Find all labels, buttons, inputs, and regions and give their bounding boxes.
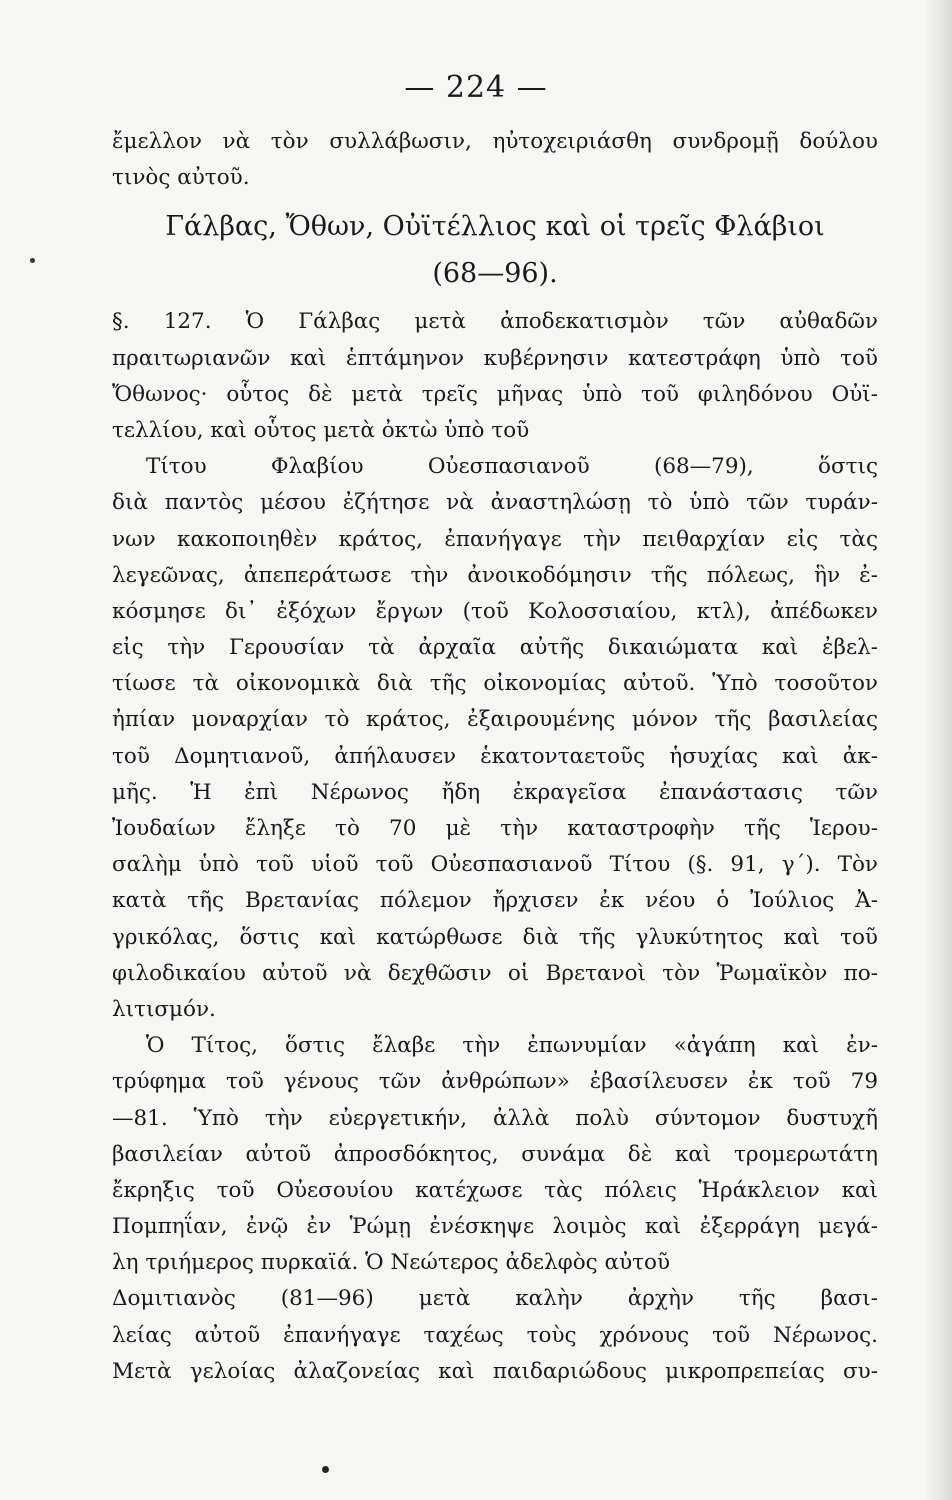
section-heading: Γάλβας, Ὄθων, Οὐϊτέλλιος καὶ οἱ τρεῖς Φλάβιοι [165,211,825,243]
text-line: τοῦ Δομητιανοῦ, ἀπήλαυσεν ἑκατονταετοῦς ἡσυχίας καὶ ἀκ- [112,743,878,769]
text-line: εἰς τὴν Γερουσίαν τὰ ἀρχαῖα αὐτῆς δικαιώματα καὶ ἐβελ- [112,635,878,661]
text-line: μῆς. Ἡ ἐπὶ Νέρωνος ἤδη ἐκραγεῖσα ἐπανάστασις τῶν [112,779,878,805]
text-line: ἔμελλον νὰ τὸν συλλάβωσιν, ηὐτοχειριάσθη συνδρομῇ δούλου [112,129,878,154]
text-line-domitian: Δομιτιανὸς (81—96) μετὰ καλὴν ἀρχὴν τῆς βασι- [112,1286,878,1312]
text-line: ἠπίαν μοναρχίαν τὸ κράτος, ἐξαιρουμένης μόνον τῆς βασιλείας [112,707,878,733]
text-line: διὰ παντὸς μέσου ἐζήτησε νὰ ἀναστηλώσῃ τὸ ὑπὸ τῶν τυράν- [112,490,878,516]
page-text [112,124,878,1390]
text-line: βασιλείαν αὐτοῦ ἀπροσδόκητος, συνάμα δὲ καὶ τρομερωτάτη [112,1141,878,1167]
text-line: Μετὰ γελοίας ἀλαζονείας καὶ παιδαριώδους μικροπρεπείας συ- [112,1358,878,1384]
text-line: σαλὴμ ὑπὸ τοῦ υἱοῦ τοῦ Οὐεσπασιανοῦ Τίτου (§. 91, γ΄). Τὸν [112,852,878,878]
paragraph-section-127: §. 127. Ὁ Γάλβας μετὰ ἀποδεκατισμὸν τῶν αὐθαδῶν [112,309,878,335]
text-line: τίωσε τὰ οἰκονομικὰ διὰ τῆς οἰκονομίας αὐτοῦ. Ὑπὸ τοσοῦτον [112,671,878,697]
section-heading-dates: (68—96). [432,258,558,290]
page-edge-shadow [924,0,952,1500]
text-line: φιλοδικαίου αὐτοῦ νὰ δεχθῶσιν οἱ Βρετανοὶ τὸν Ῥωμαϊκὸν πο- [112,960,878,986]
text-line: κατὰ τῆς Βρετανίας πόλεμον ἤρχισεν ἐκ νέου ὁ Ἰούλιος Ἀ- [112,888,878,914]
text-line: νων κακοποιηθὲν κράτος, ἐπανήγαγε τὴν πειθαρχίαν εἰς τὰς [112,526,878,552]
page-number: — 224 — [404,70,548,105]
text-line: τρύφημα τοῦ γένους τῶν ἀνθρώπων» ἐβασίλευσεν ἐκ τοῦ 79 [112,1069,878,1095]
text-line-vespasian: Τίτου Φλαβίου Οὐεσπασιανοῦ (68—79), ὅστις [146,454,878,480]
text-line: τελλίου, καὶ οὗτος μετὰ ὀκτὼ ὑπὸ τοῦ [112,417,530,443]
text-line-titus: Ὁ Τίτος, ὅστις ἔλαβε τὴν ἐπωνυμίαν «ἀγάπη καὶ ἐν- [146,1033,878,1059]
text-line: γρικόλας, ὅστις καὶ κατώρθωσε διὰ τῆς γλυκύτητος καὶ τοῦ [112,924,878,950]
text-line: κόσμησε δι᾽ ἐξόχων ἔργων (τοῦ Κολοσσιαίου, κτλ), ἀπέδωκεν [112,598,878,624]
text-line: —81. Ὑπὸ τὴν εὐεργετικήν, ἀλλὰ πολὺ σύντομον δυστυχῆ [112,1105,878,1131]
text-line: λεγεῶνας, ἀπεπεράτωσε τὴν ἀνοικοδόμησιν τῆς πόλεως, ἣν ἐ- [112,562,878,588]
text-line: Πομπηΐαν, ἐνῷ ἐν Ῥώμῃ ἐνέσκηψε λοιμὸς καὶ ἐξερράγη μεγά- [112,1214,878,1240]
text-line: λιτισμόν. [112,996,216,1022]
text-line: λείας αὐτοῦ ἐπανήγαγε ταχέως τοὺς χρόνους τοῦ Νέρωνος. [112,1322,878,1348]
text-line: λη τριήμερος πυρκαϊά. Ὁ Νεώτερος ἀδελφὸς αὐτοῦ [112,1250,671,1276]
ink-speck [30,258,35,263]
text-line: ἔκρηξις τοῦ Οὐεσουίου κατέχωσε τὰς πόλεις Ἡράκλειον καὶ [112,1177,878,1203]
text-line: τινὸς αὐτοῦ. [112,165,250,191]
text-line: Ὄθωνος· οὗτος δὲ μετὰ τρεῖς μῆνας ὑπὸ τοῦ φιληδόνου Οὐϊ- [112,381,878,407]
text-line: Ἰουδαίων ἔληξε τὸ 70 μὲ τὴν καταστροφὴν τῆς Ἱερου- [112,816,878,841]
text-line: πραιτωριανῶν καὶ ἑπτάμηνον κυβέρνησιν κατεστράφη ὑπὸ τοῦ [112,345,878,371]
ink-speck [322,1466,329,1473]
